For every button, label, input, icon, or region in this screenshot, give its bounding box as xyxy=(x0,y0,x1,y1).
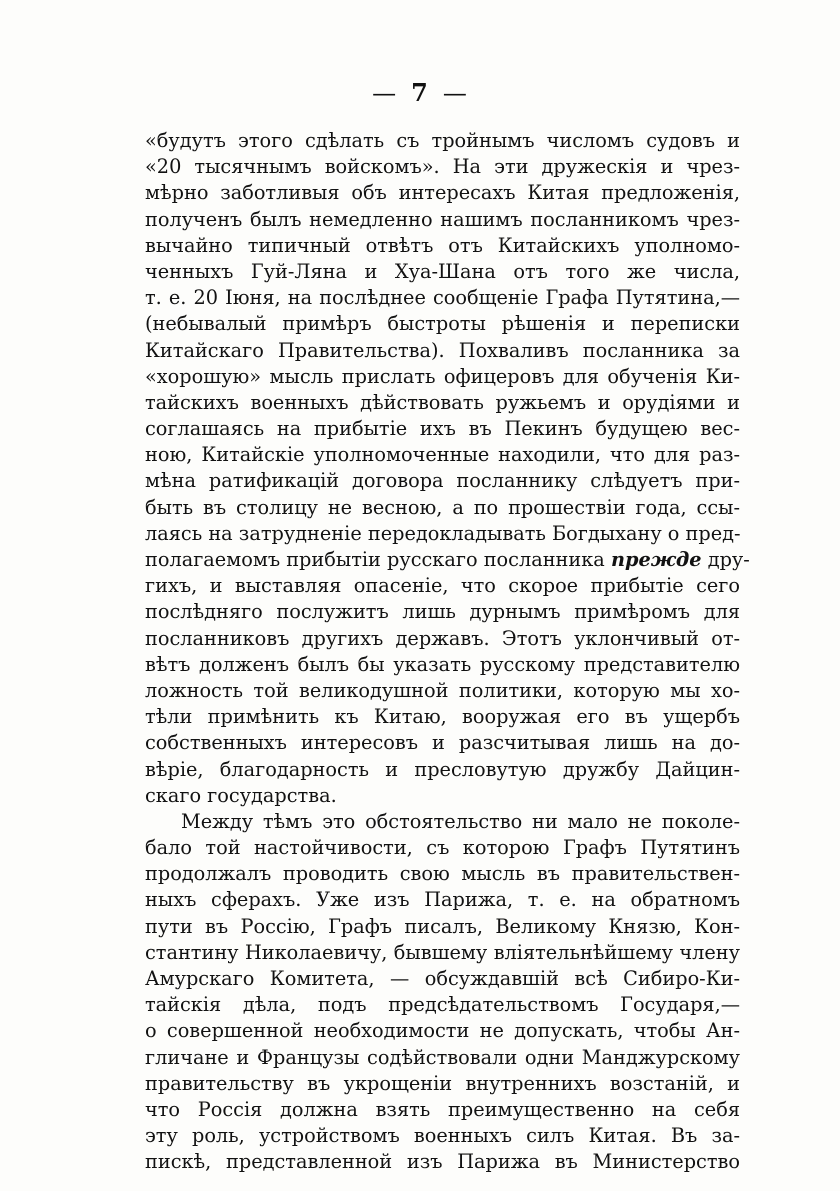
text-line: мѣрно заботливыя объ интересахъ Китая предложенія, xyxy=(145,181,740,205)
text-line: гихъ, и выставляя опасеніе, что скорое прибытіе сего xyxy=(145,574,740,598)
text-line: тайскія дѣла, подъ предсѣдательствомъ Государя,— xyxy=(145,993,740,1017)
text-line: что Россія должна взять преимущественно на себя xyxy=(145,1097,740,1121)
text-line: «20 тысячнымъ войскомъ». На эти дружескія и чрез- xyxy=(145,155,740,179)
text-line: собственныхъ интересовъ и разсчитывая лишь на до- xyxy=(145,731,740,755)
text-line: Китайскаго Правительства). Похваливъ посланника за xyxy=(145,338,740,362)
text-line: Амурскаго Комитета, — обсуждавшій всѣ Сибиро-Ки- xyxy=(145,967,740,990)
text-line: пути въ Россію, Графъ писалъ, Великому Князю, Кон- xyxy=(145,914,740,938)
body-text xyxy=(145,128,750,1176)
text-line: ныхъ сферахъ. Уже изъ Парижа, т. е. на обратномъ xyxy=(145,888,740,912)
text-line: гличане и Французы содѣйствовали одни Манджурскому xyxy=(145,1045,740,1069)
text-line: вѣріе, благодарность и пресловутую дружбу Дайцин- xyxy=(145,757,740,781)
line-text: полагаемомъ прибытіи русскаго посланника xyxy=(145,548,605,571)
text-line-paragraph-start: Между тѣмъ это обстоятельство ни мало не поколе- xyxy=(181,809,740,833)
text-line: эту роль, устройствомъ военныхъ силъ Китая. Въ за- xyxy=(145,1124,740,1148)
text-line: ною, Китайскіе уполномоченные находили, что для раз- xyxy=(145,443,740,467)
text-line: «хорошую» мысль прислать офицеровъ для обученія Ки- xyxy=(145,364,740,388)
text-line: (небывалый примѣръ быстроты рѣшенія и переписки xyxy=(145,312,740,336)
text-line: ченныхъ Гуй-Ляна и Хуа-Шана отъ того же числа, xyxy=(145,259,740,283)
text-line: пискѣ, представленной изъ Парижа въ Министерство xyxy=(145,1150,740,1174)
dash-right: — xyxy=(442,79,468,107)
text-line: вычайно типичный отвѣтъ отъ Китайскихъ уполномо- xyxy=(145,233,740,257)
text-line: о совершенной необходимости не допускать, чтобы Ан- xyxy=(145,1019,740,1043)
page-number: 7 xyxy=(411,78,429,107)
text-line: бало той настойчивости, съ которою Графъ Путятинъ xyxy=(145,836,740,860)
text-line: соглашаясь на прибытіе ихъ въ Пекинъ будущею вес- xyxy=(145,417,740,441)
text-line: лаясь на затрудненіе передокладывать Богдыхану о пред- xyxy=(145,521,741,545)
text-line: продолжалъ проводить свою мысль въ правительствен- xyxy=(145,862,740,886)
page-number-header xyxy=(0,78,840,107)
text-line: «будутъ этого сдѣлать съ тройнымъ числомъ судовъ и xyxy=(145,129,740,152)
text-line: полученъ былъ немедленно нашимъ посланникомъ чрез- xyxy=(145,207,740,231)
text-line: посланниковъ другихъ державъ. Этотъ уклончивый от- xyxy=(145,626,740,650)
text-line-with-emphasis xyxy=(145,547,750,573)
text-line: тайскихъ военныхъ дѣйствовать ружьемъ и орудіями и xyxy=(145,390,740,414)
text-line: послѣдняго послужитъ лишь дурнымъ примѣромъ для xyxy=(145,600,740,624)
text-line: правительству въ укрощеніи внутреннихъ возстаній, и xyxy=(145,1071,740,1095)
emphasized-word: прежде xyxy=(610,548,702,571)
text-line: мѣна ратификацій договора посланнику слѣдуетъ при- xyxy=(145,469,740,493)
text-line: т. е. 20 Іюня, на послѣднее сообщеніе Графа Путятина,— xyxy=(145,286,740,310)
line-continuation: дру- xyxy=(707,548,750,571)
text-line-paragraph-end: скаго государства. xyxy=(145,783,337,807)
text-line: быть въ столицу не весною, а по прошествіи года, ссы- xyxy=(145,495,740,519)
text-line: тѣли примѣнить къ Китаю, вооружая его въ ущербъ xyxy=(145,705,740,729)
dash-left: — xyxy=(372,79,398,107)
text-line: ложность той великодушной политики, которую мы хо- xyxy=(145,678,740,702)
text-line: вѣтъ долженъ былъ бы указать русскому представителю xyxy=(145,652,740,676)
text-line: стантину Николаевичу, бывшему вліятельнѣйшему члену xyxy=(145,940,740,964)
